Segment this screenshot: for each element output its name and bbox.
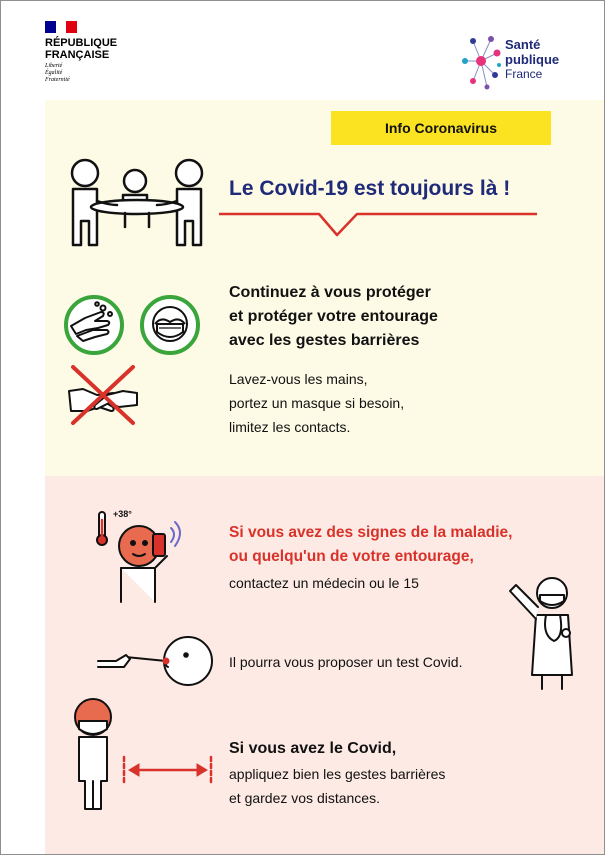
section2-alert-line: Si vous avez des signes de la maladie,: [229, 524, 513, 541]
section2-alert: [229, 521, 512, 569]
section1-body-line: Lavez-vous les mains,: [229, 371, 368, 387]
info-coronavirus-tag: Info Coronavirus: [331, 111, 551, 145]
section1-heading-line: et protéger votre entourage: [229, 308, 438, 325]
no-handshake-icon: [67, 363, 139, 427]
feverish-person-phone-illustration: [93, 506, 193, 606]
speech-bubble-underline: [219, 191, 539, 241]
sante-publique-france-logo: [459, 31, 579, 95]
section1-heading-line: Continuez à vous protéger: [229, 284, 431, 301]
rf-title-line2: FRANÇAISE: [45, 49, 110, 61]
french-flag-icon: [45, 21, 77, 33]
spf-line1: Santé: [505, 37, 541, 52]
distance-arrow-icon: [121, 755, 215, 785]
face-mask-icon: [139, 294, 201, 356]
test-line: Il pourra vous proposer un test Covid.: [229, 654, 463, 670]
section1-body-line: limitez les contacts.: [229, 419, 351, 435]
republique-francaise-logo: [45, 21, 117, 84]
covid-body-line: et gardez vos distances.: [229, 790, 380, 806]
contact-line: contactez un médecin ou le 15: [229, 575, 419, 591]
family-table-illustration: [65, 153, 215, 253]
hand-washing-icon: [63, 294, 125, 356]
spf-line3: France: [505, 67, 543, 81]
doctor-illustration: [506, 571, 586, 691]
section1-body: [229, 367, 404, 439]
section2-alert-line: ou quelqu'un de votre entourage,: [229, 548, 474, 565]
covid-heading: Si vous avez le Covid,: [229, 740, 397, 757]
rf-motto-line2: Égalité: [45, 70, 63, 76]
network-dots-icon: [459, 31, 503, 91]
nasal-swab-test-illustration: [96, 631, 216, 691]
section1-heading: [229, 281, 438, 353]
rf-motto-line3: Fraternité: [45, 77, 70, 83]
headline: Le Covid-19 est toujours là !: [229, 177, 511, 200]
covid-body: [229, 762, 445, 810]
rf-motto-line1: Liberté: [45, 63, 63, 69]
covid-body-line: appliquez bien les gestes barrières: [229, 766, 446, 782]
spf-line2: publique: [505, 52, 560, 67]
thermometer-label: +38°: [113, 509, 132, 519]
section1-heading-line: avec les gestes barrières: [229, 332, 420, 349]
rf-title-line1: RÉPUBLIQUE: [45, 37, 118, 49]
section1-body-line: portez un masque si besoin,: [229, 395, 405, 411]
masked-person-illustration: [71, 693, 121, 813]
